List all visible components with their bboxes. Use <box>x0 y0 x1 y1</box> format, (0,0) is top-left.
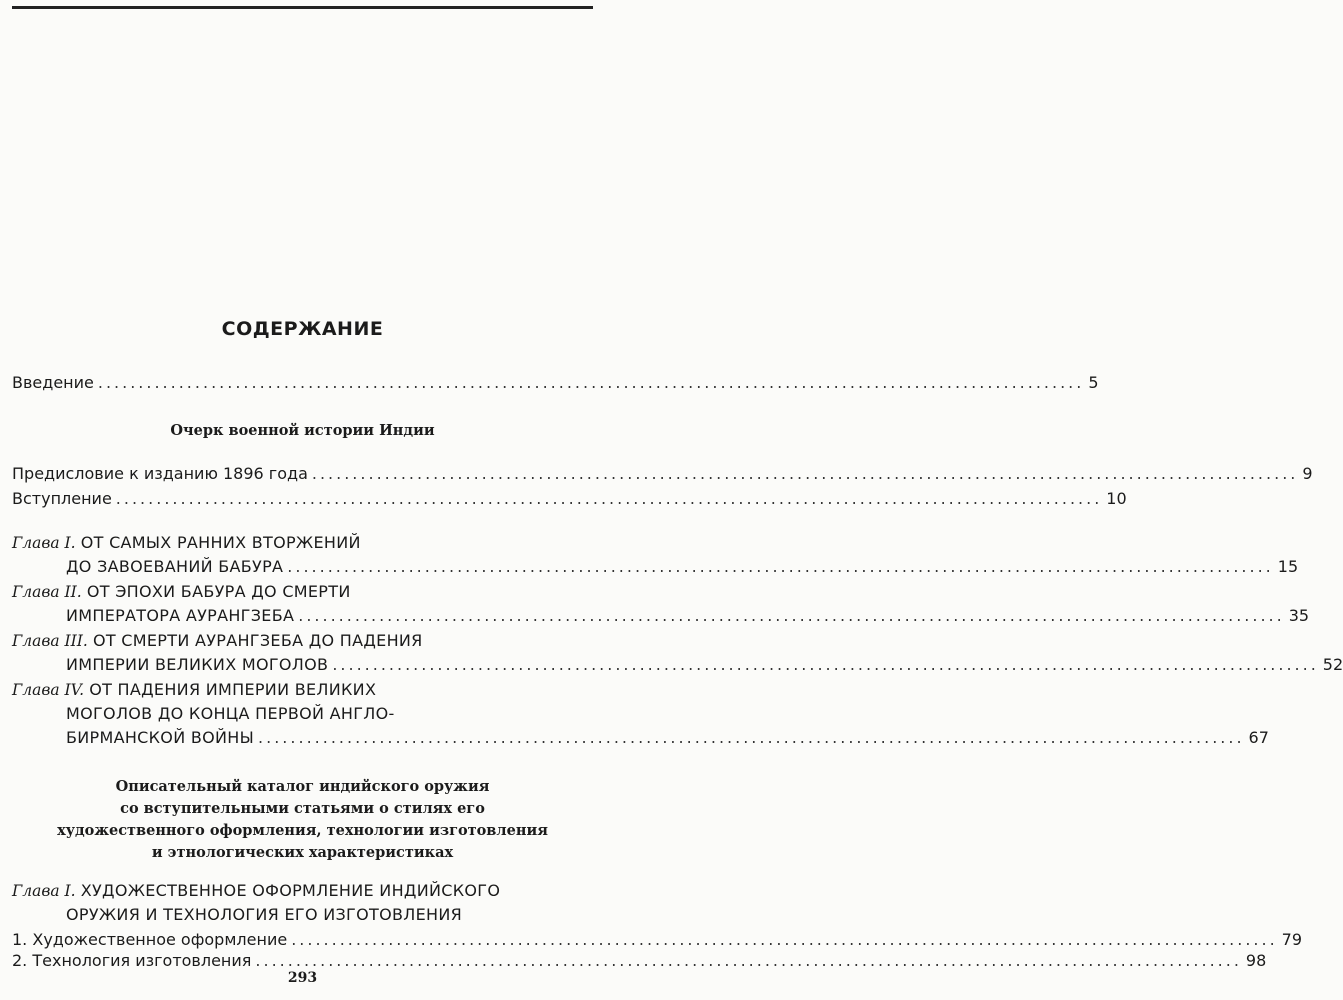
top-rule <box>12 6 593 9</box>
toc-entry-label: Введение <box>12 373 94 392</box>
toc-chapter-2-line2[interactable] <box>66 605 1310 627</box>
toc-page-number: 79 <box>1281 930 1303 949</box>
toc-page-number: 98 <box>1245 951 1267 970</box>
chapter-prefix: Глава I. <box>12 534 76 552</box>
toc-page-number: 10 <box>1106 489 1127 508</box>
toc-leader-dots: .......................................................................................................................... <box>97 373 1085 392</box>
toc-entry-intro[interactable] <box>12 372 1099 394</box>
toc-chapter-4-line2: МОГОЛОВ ДО КОНЦА ПЕРВОЙ АНГЛО- <box>66 704 395 723</box>
toc-leader-dots: .......................................................................................................................... <box>332 655 1319 674</box>
chapter-title: ОТ САМЫХ РАННИХ ВТОРЖЕНИЙ <box>80 533 361 552</box>
toc-part2-chapter-1-line2: ОРУЖИЯ И ТЕХНОЛОГИЯ ЕГО ИЗГОТОВЛЕНИЯ <box>66 905 463 924</box>
chapter-title-cont: ДО ЗАВОЕВАНИЙ БАБУРА <box>66 557 284 576</box>
section-heading-line: Описательный каталог индийского оружия <box>115 778 490 795</box>
chapter-title: ОТ ЭПОХИ БАБУРА ДО СМЕРТИ <box>86 582 351 601</box>
chapter-title-cont: БИРМАНСКОЙ ВОЙНЫ <box>66 728 255 747</box>
toc-chapter-1-line2[interactable] <box>66 556 1299 578</box>
toc-chapter-4-line3[interactable] <box>66 727 1269 749</box>
chapter-title: ХУДОЖЕСТВЕННОЕ ОФОРМЛЕНИЕ ИНДИЙСКОГО <box>80 881 501 900</box>
toc-page-number: 52 <box>1322 655 1343 674</box>
chapter-prefix: Глава I. <box>12 882 76 900</box>
chapter-title: ОТ ПАДЕНИЯ ИМПЕРИИ ВЕЛИКИХ <box>89 680 377 699</box>
toc-entry-introduction[interactable] <box>12 488 1127 510</box>
toc-page-number: 9 <box>1302 464 1313 483</box>
section-heading-part2 <box>20 776 585 864</box>
toc-entry-preface[interactable] <box>12 463 1313 485</box>
chapter-prefix: Глава II. <box>12 583 82 601</box>
section-heading-line: со вступительными статьями о стилях его <box>120 800 485 817</box>
toc-page-number: 35 <box>1288 606 1310 625</box>
toc-entry-label: Предисловие к изданию 1896 года <box>12 464 308 483</box>
toc-leader-dots: .......................................................................................................................... <box>311 464 1299 483</box>
section-heading-line: художественного оформления, технологии изготовления <box>57 822 548 839</box>
section-heading-part1: Очерк военной истории Индии <box>170 422 435 439</box>
chapter-prefix: Глава IV. <box>12 681 85 699</box>
chapter-title: ОТ СМЕРТИ АУРАНГЗЕБА ДО ПАДЕНИЯ <box>92 631 423 650</box>
page-title: СОДЕРЖАНИЕ <box>221 318 384 340</box>
toc-chapter-3-line2[interactable] <box>66 654 1343 676</box>
toc-item-2[interactable] <box>12 950 1267 972</box>
toc-leader-dots: .......................................................................................................................... <box>287 557 1274 576</box>
toc-page-number: 67 <box>1248 728 1269 747</box>
toc-item-1[interactable] <box>12 929 1303 951</box>
chapter-title-cont: ИМПЕРИИ ВЕЛИКИХ МОГОЛОВ <box>66 655 329 674</box>
toc-leader-dots: .......................................................................................................................... <box>115 489 1103 508</box>
toc-chapter-1-line1[interactable] <box>12 532 361 554</box>
toc-leader-dots: .......................................................................................................................... <box>258 728 1245 747</box>
toc-leader-dots: .......................................................................................................................... <box>291 930 1278 949</box>
toc-entry-label: 1. Художественное оформление <box>12 930 288 949</box>
toc-page-number: 15 <box>1277 557 1299 576</box>
toc-leader-dots: .......................................................................................................................... <box>298 606 1285 625</box>
section-heading-line: и этнологических характеристиках <box>151 844 454 861</box>
chapter-prefix: Глава III. <box>12 632 88 650</box>
toc-entry-label: 2. Технология изготовления <box>12 951 252 970</box>
toc-chapter-2-line1[interactable] <box>12 581 351 603</box>
toc-chapter-4-line1[interactable] <box>12 679 376 701</box>
toc-page-number: 5 <box>1088 373 1099 392</box>
toc-chapter-3-line1[interactable] <box>12 630 423 652</box>
chapter-title-cont: ИМПЕРАТОРА АУРАНГЗЕБА <box>66 606 295 625</box>
toc-leader-dots: .......................................................................................................................... <box>255 951 1242 970</box>
page-number: 293 <box>287 970 318 986</box>
toc-part2-chapter-1-line1[interactable] <box>12 880 500 902</box>
toc-entry-label: Вступление <box>12 489 112 508</box>
